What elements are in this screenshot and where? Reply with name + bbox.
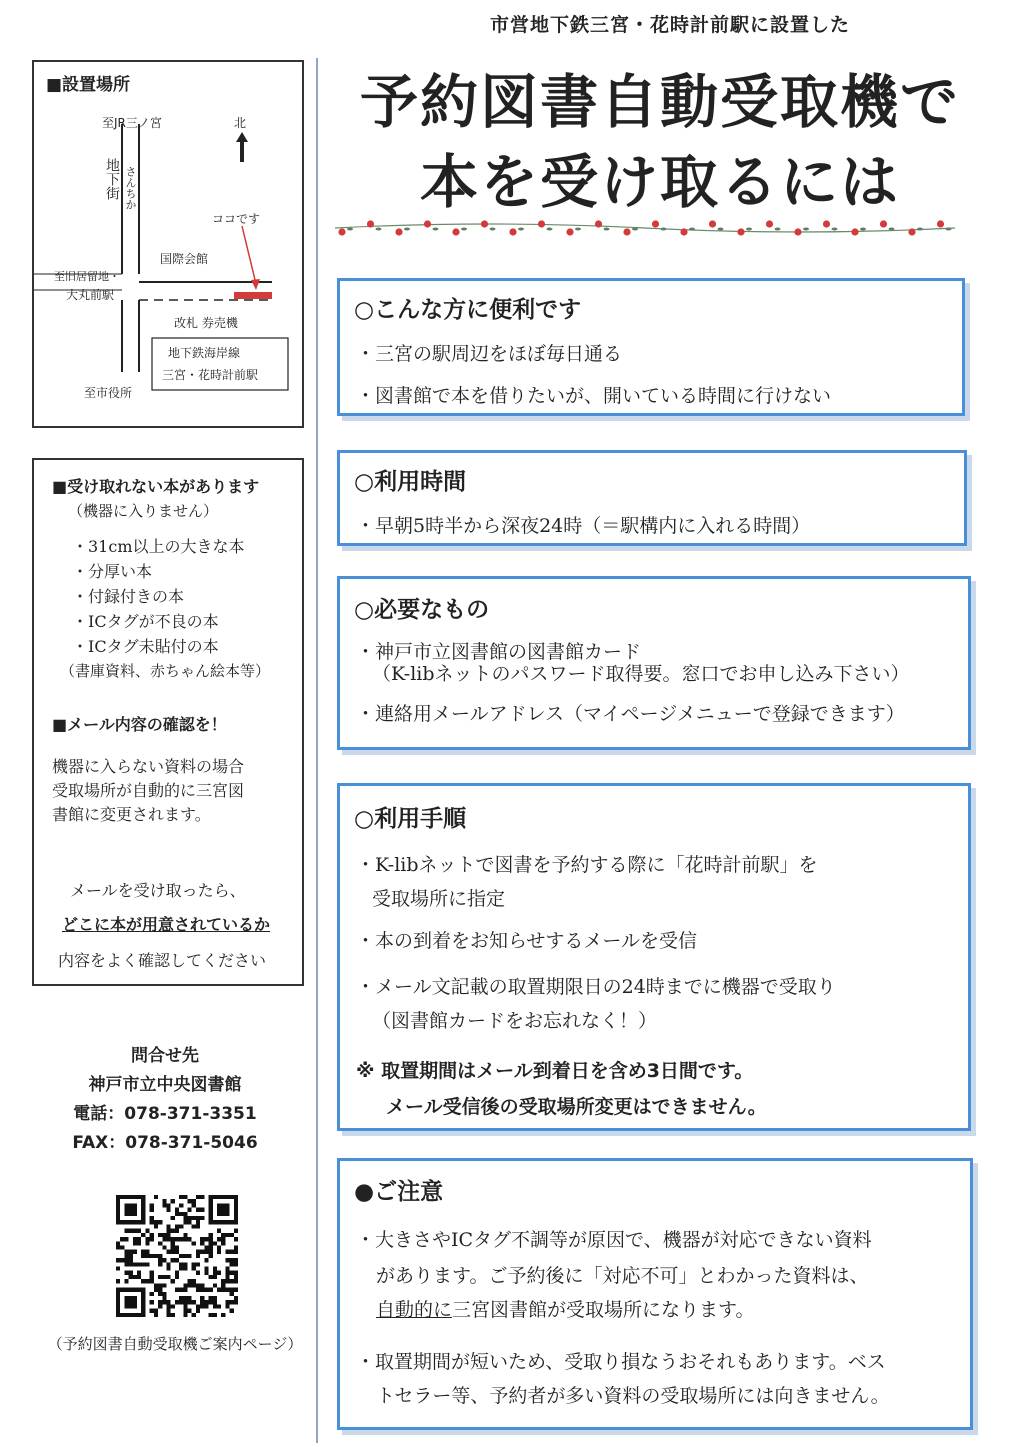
- contact-block: [40, 1042, 290, 1158]
- steps-note: ※ 取置期間はメール到着日を含め3日間です。: [356, 1060, 754, 1082]
- list-item: ・ICタグが不良の本: [72, 612, 219, 631]
- section-steps: [337, 783, 971, 1131]
- map-label-city-hall: 至市役所: [84, 386, 133, 400]
- section-caution: [337, 1158, 973, 1430]
- list-item: ・大きさやICタグ不調等が原因で、機器が対応できない資料: [356, 1229, 872, 1251]
- map-label-gates: 改札 券売機: [174, 316, 238, 330]
- map-label-kyukyoryuchi: 至旧居留地・: [54, 270, 120, 283]
- restrictions-box: [32, 458, 304, 986]
- list-item: 受取場所に指定: [372, 888, 506, 910]
- section-hours: [337, 450, 967, 546]
- list-item: があります。ご予約後に「対応不可」とわかった資料は、: [376, 1265, 869, 1287]
- list-item: ・本の到着をお知らせするメールを受信: [356, 930, 698, 952]
- list-item: ・連絡用メールアドレス（マイページメニューで登録できます）: [356, 703, 905, 725]
- list-item: ・K-libネットで図書を予約する際に「花時計前駅」を: [356, 854, 818, 876]
- list-item: トセラー等、予約者が多い資料の受取場所には向きません。: [376, 1385, 890, 1407]
- contact-fax: FAX：078-371-5046: [72, 1133, 258, 1153]
- underlined-text: 自動的に: [376, 1299, 453, 1321]
- section-heading: ●ご注意: [354, 1179, 444, 1205]
- list-item: ・神戸市立図書館の図書館カード: [356, 641, 642, 663]
- contact-heading: 問合せ先: [131, 1046, 199, 1066]
- section-heading: ○利用手順: [354, 806, 467, 832]
- map-label-to-jr: 至JR三ノ宮: [102, 116, 162, 130]
- berry-garland-decoration: [330, 208, 960, 248]
- list-item: ・付録付きの本: [72, 587, 185, 606]
- list-item: ・メール文記載の取置期限日の24時までに機器で受取り: [356, 976, 836, 998]
- caution-text: 三宮図書館が受取場所になります。: [452, 1299, 755, 1321]
- map-label-daimaru: 大丸前駅: [66, 288, 115, 302]
- after-mail-emphasis: どこに本が用意されているか: [62, 915, 271, 934]
- mail-heading: ■メール内容の確認を！: [52, 715, 227, 734]
- map-label-north: 北: [234, 116, 247, 130]
- section-heading: ○利用時間: [354, 469, 467, 495]
- list-item: ・三宮の駅周辺をほぼ毎日通る: [356, 343, 623, 365]
- location-map: [32, 60, 304, 428]
- steps-note: メール受信後の受取場所変更はできません。: [386, 1096, 767, 1118]
- contact-tel: 電話：078-371-3351: [73, 1104, 257, 1124]
- map-label-sannchika: さんちか: [124, 166, 137, 210]
- after-mail-line: 内容をよく確認してください: [58, 951, 267, 970]
- map-label-here: ココです: [212, 212, 261, 226]
- restrictions-heading: ■受け取れない本があります: [52, 477, 260, 496]
- mail-line: 機器に入らない資料の場合: [52, 757, 245, 776]
- list-item: ・31cm以上の大きな本: [72, 537, 245, 556]
- subtitle: 市営地下鉄三宮・花時計前駅に設置した: [489, 14, 850, 36]
- list-item: （K-libネットのパスワード取得要。窓口でお申し込み下さい）: [372, 663, 910, 685]
- after-mail-line: メールを受け取ったら、: [70, 881, 246, 900]
- map-label-line: 地下鉄海岸線: [168, 346, 241, 360]
- list-item: ・ICタグ未貼付の本: [72, 637, 219, 656]
- map-title: ■設置場所: [46, 75, 131, 95]
- mail-line: 書館に変更されます。: [52, 805, 211, 824]
- restrictions-sub: （機器に入りません）: [68, 502, 219, 520]
- section-needed: [337, 576, 971, 750]
- map-label-station: 三宮・花時計前駅: [162, 368, 259, 382]
- list-item: ・取置期間が短いため、受取り損なうおそれもあります。ベス: [356, 1351, 886, 1373]
- list-item: ・早朝5時半から深夜24時（＝駅構内に入れる時間）: [356, 515, 811, 537]
- divider-line: [316, 58, 318, 1443]
- list-item: （図書館カードをお忘れなく！）: [372, 1010, 658, 1032]
- section-heading: ○必要なもの: [354, 597, 490, 623]
- qr-code-icon[interactable]: [116, 1195, 238, 1317]
- qr-caption: （予約図書自動受取機ご案内ページ）: [47, 1335, 303, 1353]
- map-label-underground: 地下街: [104, 158, 120, 200]
- section-convenient: [337, 278, 965, 416]
- list-item: [376, 1295, 755, 1322]
- restrictions-note: （書庫資料、赤ちゃん絵本等）: [60, 662, 271, 680]
- section-heading: ○こんな方に便利です: [354, 297, 582, 323]
- map-label-kokusai: 国際会館: [160, 252, 209, 266]
- contact-org: 神戸市立中央図書館: [88, 1075, 242, 1095]
- page-title-line1: 予約図書自動受取機で: [359, 68, 960, 136]
- page-title-line2: 本を受け取るには: [419, 148, 900, 216]
- list-item: ・分厚い本: [72, 562, 153, 581]
- list-item: ・図書館で本を借りたいが、開いている時間に行けない: [356, 385, 832, 407]
- mail-line: 受取場所が自動的に三宮図: [52, 781, 245, 800]
